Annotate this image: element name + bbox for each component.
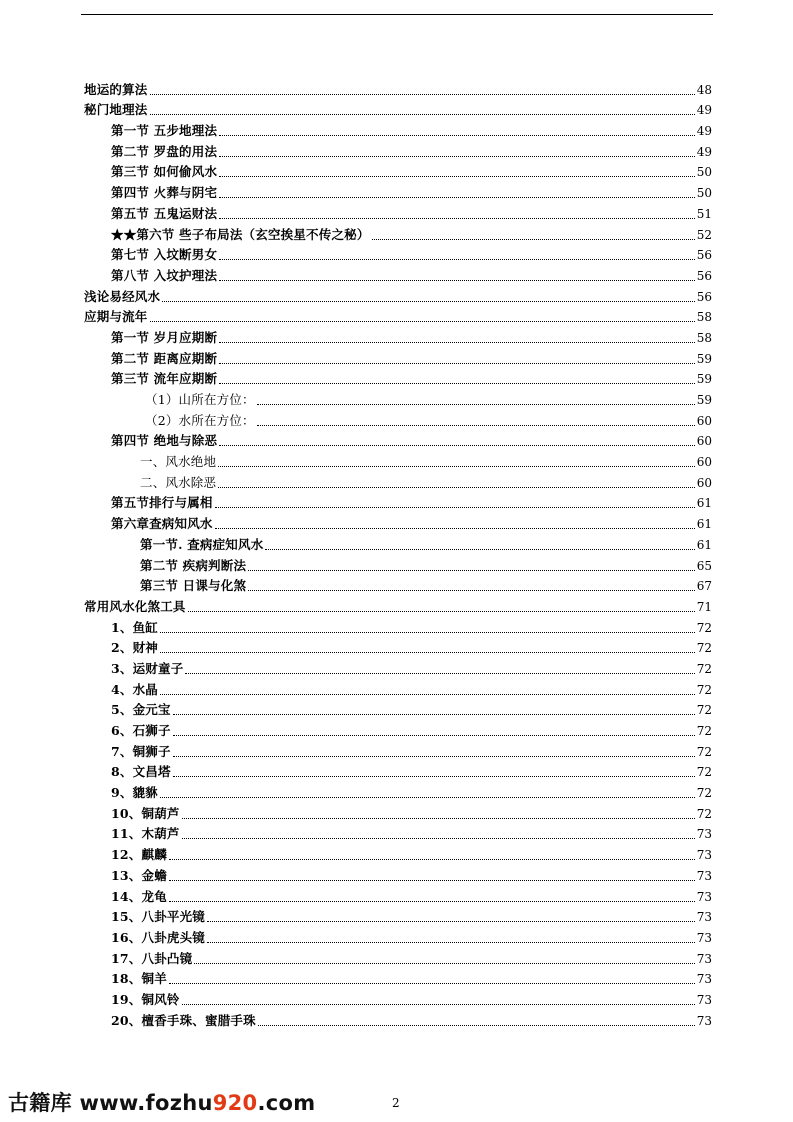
toc-entry-title: 第四节 火葬与阴宅 bbox=[111, 185, 218, 201]
toc-entry[interactable] bbox=[81, 490, 712, 511]
toc-entry[interactable] bbox=[81, 924, 712, 945]
toc-entry-title: 19、铜风铃 bbox=[111, 991, 180, 1007]
toc-entry-title: 秘门地理法 bbox=[84, 102, 148, 118]
toc-entry-page: 50 bbox=[696, 186, 712, 201]
toc-entry-title: 20、檀香手珠、蜜腊手珠 bbox=[111, 1012, 256, 1028]
toc-entry[interactable] bbox=[81, 676, 712, 697]
dot-leader bbox=[218, 487, 695, 488]
toc-entry-page: 61 bbox=[696, 537, 712, 552]
toc-entry[interactable] bbox=[81, 697, 712, 718]
toc-entry-page: 56 bbox=[696, 268, 712, 283]
dot-leader bbox=[257, 404, 695, 405]
dot-leader bbox=[372, 239, 695, 240]
toc-entry-title: 第一节 岁月应期断 bbox=[111, 329, 218, 345]
dot-leader bbox=[162, 301, 695, 302]
toc-entry[interactable] bbox=[81, 614, 712, 635]
toc-entry-page: 73 bbox=[696, 910, 712, 925]
dot-leader bbox=[169, 859, 695, 860]
toc-entry-title: 第一节 五步地理法 bbox=[111, 123, 218, 139]
toc-entry[interactable] bbox=[81, 945, 712, 966]
page-number: 2 bbox=[392, 1096, 400, 1110]
toc-entry-title: 第六章查病知风水 bbox=[111, 516, 213, 532]
toc-entry[interactable] bbox=[81, 717, 712, 738]
dot-leader bbox=[160, 652, 695, 653]
toc-entry[interactable] bbox=[81, 304, 712, 325]
toc-entry-title: ★★第六节 些子布局法（玄空挨星不传之秘） bbox=[111, 226, 370, 242]
dot-leader bbox=[219, 176, 695, 177]
toc-entry-title: 第五节排行与属相 bbox=[111, 495, 213, 511]
toc-entry-title: 应期与流年 bbox=[84, 309, 148, 325]
dot-leader bbox=[188, 611, 695, 612]
dot-leader bbox=[219, 135, 695, 136]
dot-leader bbox=[150, 321, 695, 322]
toc-entry-page: 49 bbox=[696, 144, 712, 159]
toc-entry[interactable] bbox=[81, 428, 712, 449]
toc-entry[interactable] bbox=[81, 469, 712, 490]
dot-leader bbox=[173, 735, 695, 736]
dot-leader bbox=[194, 963, 694, 964]
toc-entry-title: （1）山所在方位： bbox=[145, 392, 255, 407]
dot-leader bbox=[207, 921, 695, 922]
dot-leader bbox=[219, 383, 695, 384]
toc-entry[interactable] bbox=[81, 386, 712, 407]
toc-entry-title: 2、财神 bbox=[111, 640, 158, 656]
toc-entry-title: 第三节 如何偷风水 bbox=[111, 164, 218, 180]
dot-leader bbox=[257, 425, 695, 426]
toc-entry-page: 48 bbox=[696, 82, 712, 97]
toc-entry-title: 第七节 入坟断男女 bbox=[111, 247, 218, 263]
toc-entry-title: 14、龙龟 bbox=[111, 888, 167, 904]
toc-entry[interactable] bbox=[81, 366, 712, 387]
dot-leader bbox=[150, 114, 695, 115]
dot-leader bbox=[169, 983, 695, 984]
toc-entry-page: 59 bbox=[696, 351, 712, 366]
toc-entry-page: 58 bbox=[696, 330, 712, 345]
toc-entry-title: 3、运财童子 bbox=[111, 660, 184, 676]
toc-entry[interactable] bbox=[81, 324, 712, 345]
toc-entry[interactable] bbox=[81, 97, 712, 118]
toc-entry[interactable] bbox=[81, 262, 712, 283]
watermark-prefix: 古籍库 www.fozhu bbox=[8, 1091, 213, 1115]
dot-leader bbox=[219, 156, 695, 157]
toc-entry-title: 9、貔貅 bbox=[111, 785, 158, 801]
toc-entry-page: 49 bbox=[696, 103, 712, 118]
dot-leader bbox=[219, 363, 695, 364]
dot-leader bbox=[182, 1004, 695, 1005]
toc-entry-page: 59 bbox=[696, 372, 712, 387]
toc-entry-title: 18、铜羊 bbox=[111, 971, 167, 987]
toc-entry-page: 73 bbox=[696, 868, 712, 883]
toc-entry-page: 73 bbox=[696, 827, 712, 842]
toc-entry-page: 49 bbox=[696, 124, 712, 139]
toc-entry[interactable] bbox=[81, 552, 712, 573]
toc-entry-page: 72 bbox=[696, 765, 712, 780]
toc-entry[interactable] bbox=[81, 738, 712, 759]
dot-leader bbox=[219, 445, 695, 446]
toc-entry[interactable] bbox=[81, 593, 712, 614]
dot-leader bbox=[219, 280, 695, 281]
toc-entry-title: 浅论易经风水 bbox=[84, 288, 161, 304]
watermark-suffix: .com bbox=[257, 1091, 316, 1115]
toc-entry-page: 59 bbox=[696, 393, 712, 407]
toc-entry-title: 13、金蟾 bbox=[111, 867, 167, 883]
toc-entry[interactable] bbox=[81, 283, 712, 304]
dot-leader bbox=[248, 570, 695, 571]
toc-entry[interactable] bbox=[81, 862, 712, 883]
toc-entry-title: 地运的算法 bbox=[84, 81, 148, 97]
toc-entry[interactable] bbox=[81, 1007, 712, 1028]
toc-entry-page: 72 bbox=[696, 620, 712, 635]
toc-entry[interactable] bbox=[81, 448, 712, 469]
toc-entry[interactable] bbox=[81, 904, 712, 925]
dot-leader bbox=[265, 549, 694, 550]
toc-entry-title: 1、鱼缸 bbox=[111, 619, 158, 635]
toc-entry[interactable] bbox=[81, 573, 712, 594]
toc-entry-page: 56 bbox=[696, 289, 712, 304]
dot-leader bbox=[169, 901, 695, 902]
toc-entry-page: 73 bbox=[696, 972, 712, 987]
toc-entry-title: 5、金元宝 bbox=[111, 702, 171, 718]
toc-entry[interactable] bbox=[81, 200, 712, 221]
toc-entry-title: 第四节 绝地与除恶 bbox=[111, 433, 218, 449]
dot-leader bbox=[173, 756, 695, 757]
toc-entry[interactable] bbox=[81, 179, 712, 200]
toc-entry[interactable] bbox=[81, 779, 712, 800]
toc-entry[interactable] bbox=[81, 655, 712, 676]
toc-entry-title: 第五节 五鬼运财法 bbox=[111, 205, 218, 221]
toc-entry-title: 15、八卦平光镜 bbox=[111, 909, 205, 925]
toc-entry[interactable] bbox=[81, 407, 712, 428]
toc-entry[interactable] bbox=[81, 883, 712, 904]
dot-leader bbox=[215, 507, 695, 508]
toc-entry-title: 第二节 疾病判断法 bbox=[140, 557, 247, 573]
dot-leader bbox=[215, 528, 695, 529]
toc-entry-page: 51 bbox=[696, 206, 712, 221]
toc-entry[interactable] bbox=[81, 821, 712, 842]
toc-entry-page: 73 bbox=[696, 930, 712, 945]
toc-entry[interactable] bbox=[81, 138, 712, 159]
toc-entry-page: 60 bbox=[696, 413, 712, 428]
dot-leader bbox=[219, 259, 695, 260]
toc-entry-page: 72 bbox=[696, 641, 712, 656]
dot-leader bbox=[169, 880, 695, 881]
dot-leader bbox=[160, 632, 695, 633]
toc-entry[interactable] bbox=[81, 531, 712, 552]
dot-leader bbox=[173, 714, 695, 715]
toc-entry-title: 第一节. 查病症知风水 bbox=[140, 536, 264, 552]
toc-entry[interactable] bbox=[81, 841, 712, 862]
toc-entry-title: 12、麒麟 bbox=[111, 847, 167, 863]
toc-entry[interactable] bbox=[81, 117, 712, 138]
toc-entry-title: 8、文昌塔 bbox=[111, 764, 171, 780]
dot-leader bbox=[182, 838, 695, 839]
toc-entry-title: 16、八卦虎头镜 bbox=[111, 929, 205, 945]
toc-entry[interactable] bbox=[81, 221, 712, 242]
watermark bbox=[8, 1087, 315, 1117]
toc-entry-page: 56 bbox=[696, 248, 712, 263]
toc-entry-title: 第二节 罗盘的用法 bbox=[111, 143, 218, 159]
dot-leader bbox=[160, 694, 695, 695]
toc-entry-page: 73 bbox=[696, 1013, 712, 1028]
dot-leader bbox=[150, 94, 695, 95]
dot-leader bbox=[219, 197, 695, 198]
toc-entry-page: 60 bbox=[696, 434, 712, 449]
toc-entry[interactable] bbox=[81, 635, 712, 656]
toc-entry[interactable] bbox=[81, 242, 712, 263]
dot-leader bbox=[219, 342, 695, 343]
toc-entry-title: 常用风水化煞工具 bbox=[84, 598, 186, 614]
toc-entry-title: （2）水所在方位： bbox=[145, 412, 255, 428]
toc-entry-page: 71 bbox=[696, 599, 712, 614]
toc-entry-page: 72 bbox=[696, 744, 712, 759]
toc-entry-title: 10、铜葫芦 bbox=[111, 805, 180, 821]
dot-leader bbox=[248, 590, 695, 591]
dot-leader bbox=[173, 776, 695, 777]
toc-entry[interactable] bbox=[81, 510, 712, 531]
toc-entry-page: 72 bbox=[696, 661, 712, 676]
toc-entry-title: 第三节 日课与化煞 bbox=[140, 578, 247, 594]
toc-entry[interactable] bbox=[81, 966, 712, 987]
toc-entry-title: 第三节 流年应期断 bbox=[111, 371, 218, 387]
toc-entry-title: 4、水晶 bbox=[111, 681, 158, 697]
toc-entry-page: 73 bbox=[696, 848, 712, 863]
toc-entry-title: 17、八卦凸镜 bbox=[111, 950, 193, 966]
toc-entry-page: 72 bbox=[696, 786, 712, 801]
toc-entry-page: 73 bbox=[696, 992, 712, 1007]
dot-leader bbox=[207, 942, 695, 943]
toc-entry-page: 60 bbox=[696, 475, 712, 490]
toc-entry[interactable] bbox=[81, 986, 712, 1007]
dot-leader bbox=[218, 466, 695, 467]
dot-leader bbox=[219, 218, 695, 219]
toc-entry[interactable] bbox=[81, 800, 712, 821]
toc-entry-title: 第八节 入坟护理法 bbox=[111, 267, 218, 283]
table-of-contents bbox=[81, 76, 712, 1028]
dot-leader bbox=[160, 797, 695, 798]
toc-entry[interactable] bbox=[81, 345, 712, 366]
toc-entry[interactable] bbox=[81, 159, 712, 180]
toc-entry-page: 72 bbox=[696, 682, 712, 697]
toc-entry-page: 52 bbox=[696, 227, 712, 242]
toc-entry-page: 58 bbox=[696, 310, 712, 325]
toc-entry-page: 60 bbox=[696, 455, 712, 470]
toc-entry-title: 第二节 距离应期断 bbox=[111, 350, 218, 366]
toc-entry-title: 11、木葫芦 bbox=[111, 826, 180, 842]
toc-entry-page: 72 bbox=[696, 703, 712, 718]
toc-entry-page: 65 bbox=[696, 558, 712, 573]
dot-leader bbox=[258, 1025, 695, 1026]
toc-entry-page: 61 bbox=[696, 496, 712, 511]
toc-entry-page: 50 bbox=[696, 165, 712, 180]
toc-entry-page: 72 bbox=[696, 806, 712, 821]
toc-entry[interactable] bbox=[81, 759, 712, 780]
toc-entry-page: 67 bbox=[696, 579, 712, 594]
dot-leader bbox=[182, 818, 695, 819]
watermark-accent: 920 bbox=[212, 1091, 258, 1115]
toc-entry-page: 73 bbox=[696, 889, 712, 904]
toc-entry-page: 73 bbox=[696, 951, 712, 966]
toc-entry-title: 7、铜狮子 bbox=[111, 743, 171, 759]
toc-entry-page: 61 bbox=[696, 517, 712, 532]
dot-leader bbox=[185, 673, 694, 674]
toc-entry-title: 二、风水除恶 bbox=[140, 474, 217, 490]
toc-entry-title: 6、石狮子 bbox=[111, 723, 171, 738]
toc-entry-page: 72 bbox=[696, 724, 712, 738]
toc-entry-title: 一、风水绝地 bbox=[140, 454, 217, 470]
toc-entry[interactable] bbox=[81, 76, 712, 97]
header-rule bbox=[81, 14, 713, 15]
